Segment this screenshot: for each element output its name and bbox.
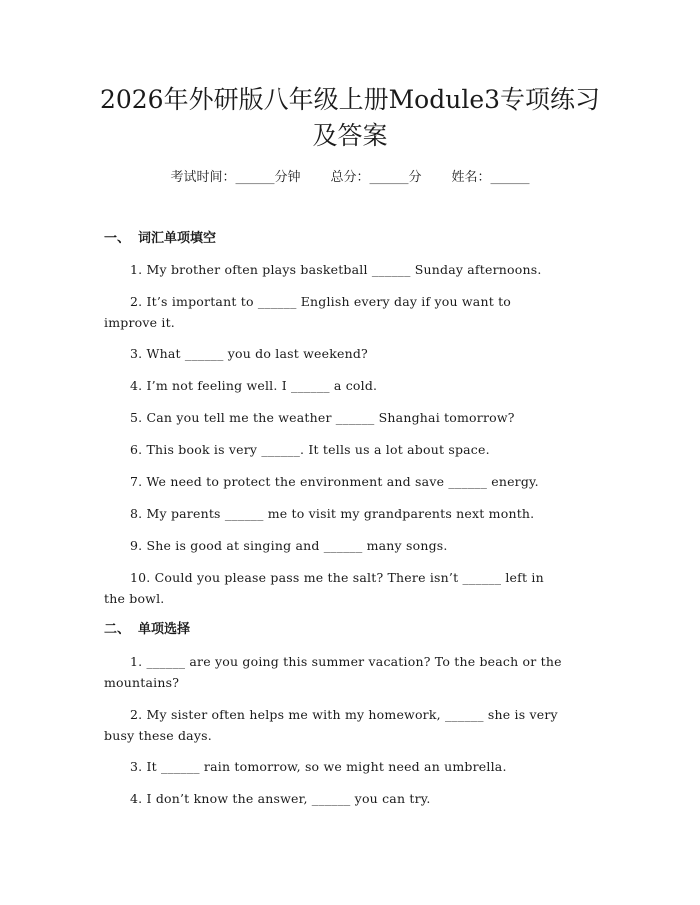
question-number: 9. [130,538,143,553]
question-number: 8. [130,506,143,521]
question-number: 1. [130,654,143,669]
question-text: My brother often plays basketball ______ Sunday afternoons. [146,262,542,277]
question-text-continued: busy these days. [104,728,212,743]
question-number: 1. [130,262,143,277]
question-number: 5. [130,410,143,425]
question-text: Could you please pass me the salt? There isn’t ______ left in [154,570,544,585]
question-item [104,259,584,280]
exam-info [0,168,700,188]
section-heading-1 [104,229,216,249]
question-text: It ______ rain tomorrow, so we might need an umbrella. [146,759,507,774]
question-text-continued: improve it. [104,315,175,330]
document-title-line1: 2026年外研版八年级上册Module3专项练习 [99,85,601,114]
question-item [104,375,584,396]
question-item [104,535,584,556]
question-number: 2. [130,707,143,722]
question-item [104,756,584,777]
question-item [104,651,584,693]
question-text: Can you tell me the weather ______ Shanghai tomorrow? [146,410,515,425]
name-field: 姓名：______ [451,170,530,185]
question-item [104,567,584,609]
question-item [104,343,584,364]
question-number: 3. [130,346,143,361]
question-number: 4. [130,378,143,393]
question-text: We need to protect the environment and save ______ energy. [146,474,539,489]
question-text-continued: the bowl. [104,591,165,606]
question-item [104,439,584,460]
question-text: ______ are you going this summer vacation? To the beach or the [146,654,562,669]
question-text: My sister often helps me with my homework, ______ she is very [146,707,558,722]
question-item [104,471,584,492]
question-number: 3. [130,759,143,774]
question-text: It’s important to ______ English every day if you want to [146,294,512,309]
section-number: 二、 [104,622,131,637]
section-heading-2 [104,620,190,640]
question-item [104,704,584,746]
section-title: 单项选择 [138,622,191,637]
question-number: 6. [130,442,143,457]
question-item [104,291,584,333]
total-score-field: 总分：______分 [330,170,422,185]
question-text: My parents ______ me to visit my grandparents next month. [146,506,535,521]
question-text: She is good at singing and ______ many songs. [146,538,448,553]
question-number: 2. [130,294,143,309]
question-number: 7. [130,474,143,489]
question-text: This book is very ______. It tells us a lot about space. [146,442,490,457]
section-title: 词汇单项填空 [138,231,217,246]
question-text: I’m not feeling well. I ______ a cold. [146,378,378,393]
question-item [104,788,584,809]
question-number: 4. [130,791,143,806]
question-text: I don’t know the answer, ______ you can try. [146,791,431,806]
question-item [104,407,584,428]
question-text: What ______ you do last weekend? [146,346,368,361]
question-item [104,503,584,524]
document-title-line2: 及答案 [312,121,388,150]
exam-time-field: 考试时间：______分钟 [170,170,301,185]
question-text-continued: mountains? [104,675,180,690]
question-number: 10. [130,570,151,585]
section-number: 一、 [104,231,131,246]
